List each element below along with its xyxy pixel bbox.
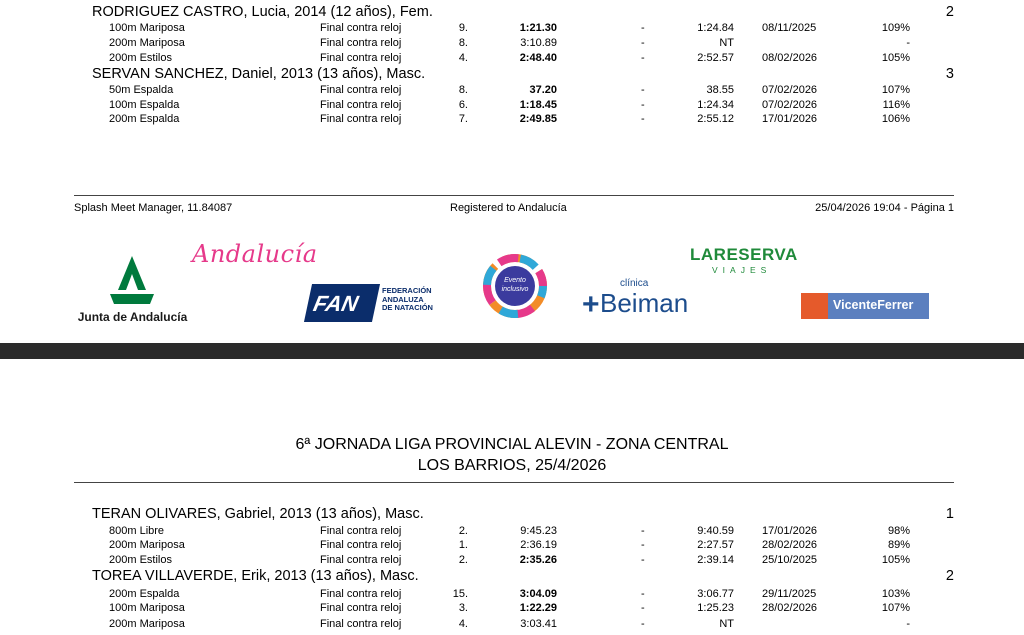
dash: - <box>641 554 645 566</box>
best-time: 3:06.77 <box>697 588 734 600</box>
fan-line-3: DE NATACIÓN <box>382 303 433 312</box>
vicente-ferrer-logo <box>801 293 929 319</box>
rank: 2. <box>458 525 468 537</box>
result-time: 9:45.23 <box>520 525 557 537</box>
percentage: 106% <box>881 113 910 125</box>
best-time: 1:24.34 <box>697 99 734 111</box>
beiman-small-text: clínica <box>620 278 649 289</box>
dash: - <box>641 22 645 34</box>
result-time: 2:48.40 <box>519 52 557 64</box>
result-row <box>0 524 1024 539</box>
dash: - <box>641 37 645 49</box>
event-name: 200m Estilos <box>109 554 172 566</box>
best-date: 17/01/2026 <box>762 525 818 537</box>
swimmer-header <box>92 3 962 21</box>
evento-line-1: Evento <box>504 277 526 284</box>
dash: - <box>641 525 645 537</box>
percentage: 89% <box>887 539 910 551</box>
meet-title: 6ª JORNADA LIGA PROVINCIAL ALEVIN - ZONA CENTRAL <box>295 436 729 453</box>
rank: 6. <box>458 99 468 111</box>
result-time: 1:21.30 <box>519 22 557 34</box>
andalucia-text: Andalucía <box>192 240 318 268</box>
fan-line-2: ANDALUZA <box>382 294 424 304</box>
result-time: 3:03.41 <box>520 618 557 630</box>
swimmer-name: RODRIGUEZ CASTRO, Lucia, 2014 (12 años), Fem. <box>92 4 433 20</box>
dash: - <box>641 113 645 125</box>
percentage: 107% <box>881 602 910 614</box>
event-name: 200m Mariposa <box>109 618 185 630</box>
round-type: Final contra reloj <box>320 99 402 111</box>
event-name: 100m Mariposa <box>109 602 185 614</box>
event-name: 200m Mariposa <box>109 37 185 49</box>
best-time: 1:25.23 <box>697 602 734 614</box>
fan-caption <box>382 287 433 313</box>
percentage: - <box>906 37 910 49</box>
result-time: 3:04.09 <box>519 588 557 600</box>
result-row <box>0 51 1024 66</box>
evento-inclusivo-logo <box>481 252 549 320</box>
percentage: 98% <box>887 525 910 537</box>
junta-symbol-icon <box>70 252 195 308</box>
evento-line-2: inclusivo <box>501 286 529 293</box>
fan-letters: FAN <box>311 291 361 316</box>
swimmer-place: 1 <box>945 506 954 522</box>
beiman-plus-icon: + <box>582 288 600 321</box>
event-name: 800m Libre <box>109 525 165 537</box>
round-type: Final contra reloj <box>320 84 402 96</box>
dash: - <box>641 618 645 630</box>
percentage: 107% <box>881 84 910 96</box>
round-type: Final contra reloj <box>320 554 402 566</box>
result-row <box>0 601 1024 616</box>
meet-location-date: LOS BARRIOS, 25/4/2026 <box>417 457 607 474</box>
result-time: 37.20 <box>529 84 557 96</box>
result-row <box>0 587 1024 602</box>
round-type: Final contra reloj <box>320 52 402 64</box>
best-date: 28/02/2026 <box>762 602 818 614</box>
footer-timestamp: 25/04/2026 19:04 - Página 1 <box>815 202 954 214</box>
dash: - <box>641 52 645 64</box>
footer-registered: Registered to Andalucía <box>450 202 567 214</box>
best-time: 2:52.57 <box>697 52 734 64</box>
round-type: Final contra reloj <box>320 618 402 630</box>
footer-divider <box>74 195 954 196</box>
rank: 3. <box>458 602 468 614</box>
result-row <box>0 112 1024 127</box>
percentage: - <box>906 618 910 630</box>
dash: - <box>641 99 645 111</box>
round-type: Final contra reloj <box>320 22 402 34</box>
event-name: 200m Espalda <box>109 113 180 125</box>
best-date: 29/11/2025 <box>762 588 817 600</box>
rank: 8. <box>458 37 468 49</box>
page-separator <box>0 343 1024 359</box>
rank: 7. <box>458 113 468 125</box>
result-row <box>0 553 1024 568</box>
results-page-2 <box>0 359 1024 635</box>
swimmer-place: 2 <box>945 4 954 20</box>
junta-text: Junta de Andalucía <box>77 310 188 324</box>
event-name: 200m Mariposa <box>109 539 185 551</box>
swimmer-name: TOREA VILLAVERDE, Erik, 2013 (13 años), Masc. <box>92 568 419 584</box>
vicente-ferrer-text: VicenteFerrer <box>833 298 914 312</box>
best-time: 9:40.59 <box>697 525 734 537</box>
junta-andalucia-logo <box>70 252 195 327</box>
result-time: 2:36.19 <box>520 539 557 551</box>
event-name: 50m Espalda <box>109 84 174 96</box>
best-time: 2:27.57 <box>697 539 734 551</box>
percentage: 105% <box>881 52 910 64</box>
result-row <box>0 538 1024 553</box>
best-date: 25/10/2025 <box>762 554 818 566</box>
lareserva-text: LARESERVA <box>690 245 798 264</box>
best-date: 08/02/2026 <box>762 52 818 64</box>
result-time: 1:22.29 <box>519 602 557 614</box>
rank: 4. <box>458 52 468 64</box>
vicente-ferrer-icon <box>801 293 828 319</box>
result-time: 3:10.89 <box>520 37 557 49</box>
result-row <box>0 98 1024 113</box>
clinica-beiman-logo <box>582 278 706 322</box>
viajes-text: VIAJES <box>712 265 772 275</box>
swimmer-name: SERVAN SANCHEZ, Daniel, 2013 (13 años), Masc. <box>92 66 426 82</box>
best-time: 2:55.12 <box>697 113 734 125</box>
event-name: 100m Mariposa <box>109 22 185 34</box>
dash: - <box>641 84 645 96</box>
best-time: 2:39.14 <box>697 554 734 566</box>
swimmer-name: TERAN OLIVARES, Gabriel, 2013 (13 años), Masc. <box>92 506 424 522</box>
swimmer-place: 2 <box>945 568 954 584</box>
fan-logo <box>308 284 438 324</box>
fan-badge <box>304 284 380 322</box>
event-name: 100m Espalda <box>109 99 180 111</box>
swimmer-header <box>92 567 962 585</box>
round-type: Final contra reloj <box>320 37 402 49</box>
best-date: 17/01/2026 <box>762 113 818 125</box>
best-date: 07/02/2026 <box>762 99 818 111</box>
rank: 1. <box>458 539 468 551</box>
swimmer-header <box>92 65 962 83</box>
andalucia-logo <box>192 240 317 276</box>
round-type: Final contra reloj <box>320 588 402 600</box>
best-date: 07/02/2026 <box>762 84 818 96</box>
swimmer-header <box>92 505 962 523</box>
dash: - <box>641 602 645 614</box>
event-name: 200m Estilos <box>109 52 172 64</box>
beiman-text: Beiman <box>600 288 689 318</box>
evento-text <box>481 276 549 294</box>
round-type: Final contra reloj <box>320 602 402 614</box>
fan-line-1: FEDERACIÓN <box>382 286 432 295</box>
rank: 9. <box>458 22 468 34</box>
result-row <box>0 21 1024 36</box>
round-type: Final contra reloj <box>320 113 402 125</box>
percentage: 103% <box>881 588 910 600</box>
title-divider <box>74 482 954 483</box>
best-time: NT <box>719 37 734 49</box>
result-time: 2:35.26 <box>519 554 557 566</box>
rank: 4. <box>458 618 468 630</box>
dash: - <box>641 539 645 551</box>
lareserva-logo <box>690 245 818 281</box>
best-time: 38.55 <box>706 84 734 96</box>
footer-software: Splash Meet Manager, 11.84087 <box>74 202 233 214</box>
result-time: 2:49.85 <box>519 113 557 125</box>
result-row <box>0 36 1024 51</box>
round-type: Final contra reloj <box>320 525 402 537</box>
percentage: 116% <box>882 99 910 111</box>
best-date: 28/02/2026 <box>762 539 818 551</box>
result-row <box>0 617 1024 632</box>
rank: 2. <box>458 554 468 566</box>
round-type: Final contra reloj <box>320 539 402 551</box>
best-date: 08/11/2025 <box>762 22 817 34</box>
best-time: 1:24.84 <box>697 22 734 34</box>
dash: - <box>641 588 645 600</box>
event-name: 200m Espalda <box>109 588 180 600</box>
percentage: 105% <box>881 554 910 566</box>
best-time: NT <box>719 618 734 630</box>
rank: 8. <box>458 84 468 96</box>
result-time: 1:18.45 <box>519 99 557 111</box>
rank: 15. <box>452 588 468 600</box>
percentage: 109% <box>881 22 910 34</box>
result-row <box>0 83 1024 98</box>
swimmer-place: 3 <box>945 66 954 82</box>
